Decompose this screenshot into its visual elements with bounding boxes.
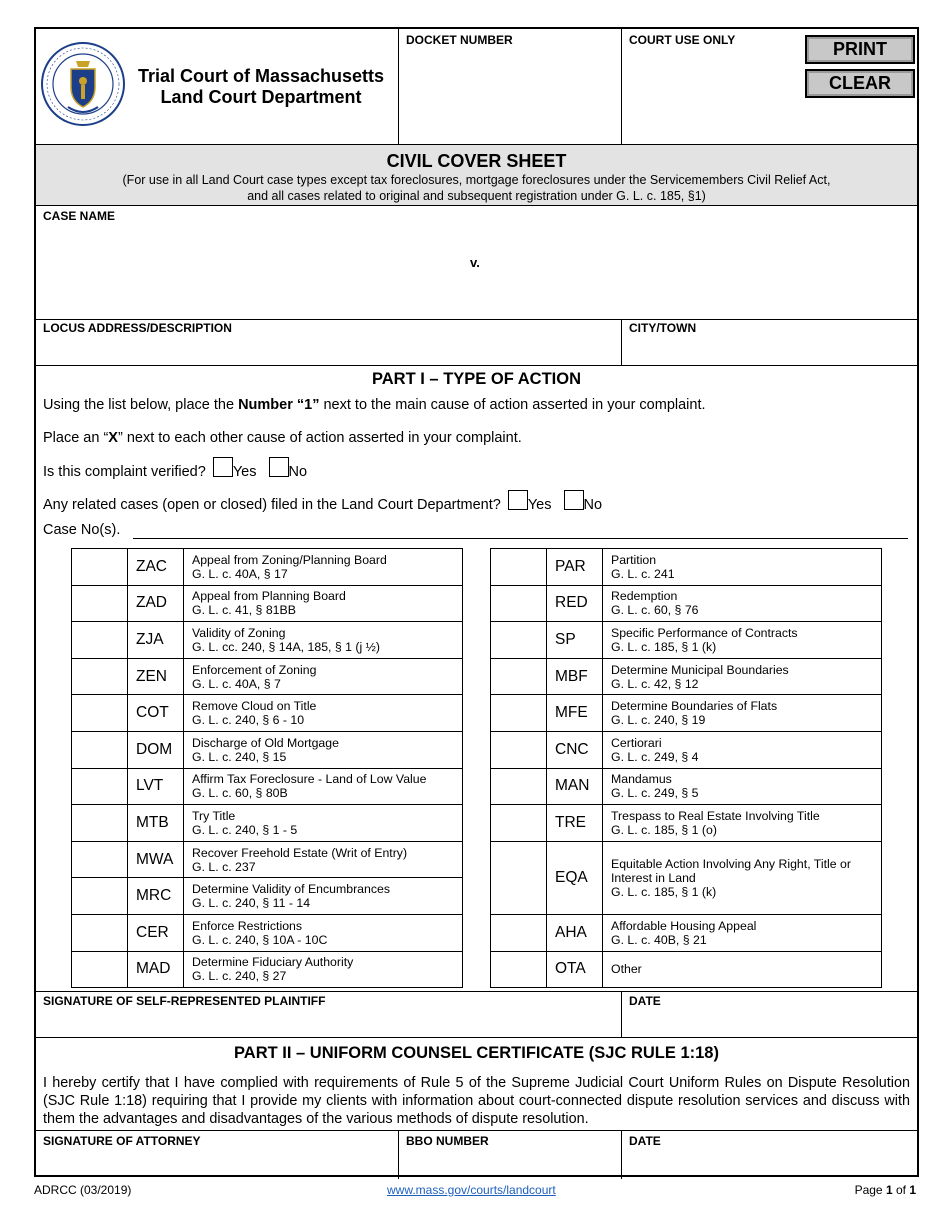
action-code: ZAC [128,549,184,586]
case-name-label: CASE NAME [43,209,116,223]
locus-address-label: LOCUS ADDRESS/DESCRIPTION [43,321,232,335]
action-description [603,549,882,586]
action-citation: G. L. c. 240, § 19 [611,713,706,728]
action-mark-cell[interactable] [72,768,128,805]
case-numbers-label: Case No(s). [43,522,121,538]
action-code: ZJA [128,622,184,659]
action-name: Try Title [192,808,236,823]
action-table-left [71,548,463,988]
land-court-link[interactable]: www.mass.gov/courts/landcourt [387,1183,556,1197]
action-description [184,585,463,622]
instruction-text: Place an “ [43,430,109,446]
print-button[interactable]: PRINT [805,35,915,64]
action-description [603,841,882,914]
action-mark-cell[interactable] [72,731,128,768]
action-mark-cell[interactable] [491,695,547,732]
action-row [72,914,463,951]
action-description [184,549,463,586]
action-code: MTB [128,805,184,842]
action-row [491,622,882,659]
action-row [491,658,882,695]
action-row [491,951,882,988]
plaintiff-name-input[interactable] [43,229,443,309]
part-1-title: PART I – TYPE OF ACTION [371,370,581,388]
action-name: Enforcement of Zoning [192,662,317,677]
action-citation: G. L. c. 41, § 81BB [192,603,296,618]
action-row [491,585,882,622]
action-row [491,768,882,805]
action-description [603,768,882,805]
action-description [603,622,882,659]
action-table-right [490,548,882,988]
action-name: Determine Boundaries of Flats [611,699,778,714]
action-mark-cell[interactable] [72,805,128,842]
action-row [72,805,463,842]
action-mark-cell[interactable] [72,585,128,622]
action-name: Other [611,962,642,977]
action-mark-input[interactable] [72,845,124,875]
action-name: Affordable Housing Appeal [611,918,757,933]
action-citation: G. L. c. 249, § 4 [611,749,699,764]
action-citation: G. L. c. 60, § 76 [611,603,699,618]
action-code: PAR [547,549,603,586]
action-mark-input[interactable] [72,954,124,984]
action-citation: G. L. c. 249, § 5 [611,786,699,801]
divider [398,29,399,144]
action-description [603,951,882,988]
action-mark-input[interactable] [491,735,543,765]
related-cases-question [43,490,602,513]
action-row [491,549,882,586]
action-citation: G. L. c. 185, § 1 (k) [611,884,717,899]
action-description [184,805,463,842]
action-code: MBF [547,658,603,695]
action-mark-cell[interactable] [491,549,547,586]
action-mark-input[interactable] [491,808,543,838]
action-row [72,731,463,768]
action-row [491,695,882,732]
verified-question-text: Is this complaint verified? [43,464,206,480]
action-mark-input[interactable] [72,552,124,582]
action-mark-cell[interactable] [72,695,128,732]
divider [36,1130,917,1131]
action-citation: G. L. c. 60, § 80B [192,786,288,801]
action-description [603,695,882,732]
action-description [184,951,463,988]
cover-sheet-subtitle-2: and all cases related to original and subsequent registration under G. L. c. 185, §1) [247,189,706,203]
action-citation: G. L. cc. 240, § 14A, 185, § 1 (j ½) [192,639,380,654]
action-description [184,768,463,805]
action-name: Recover Freehold Estate (Writ of Entry) [192,845,408,860]
action-citation: G. L. c. 185, § 1 (k) [611,639,717,654]
plaintiff-date-input[interactable] [629,1012,914,1034]
versus-label: v. [470,255,480,270]
divider [621,29,622,144]
action-description [184,731,463,768]
docket-number-label: DOCKET NUMBER [406,33,513,47]
action-row [72,658,463,695]
plaintiff-signature-input[interactable] [43,1012,613,1034]
action-citation: G. L. c. 240, § 11 - 14 [192,896,311,911]
verified-no-checkbox[interactable] [269,457,289,477]
action-description [603,914,882,951]
city-town-input[interactable] [629,339,914,363]
action-description [603,585,882,622]
action-mark-cell[interactable] [491,841,547,914]
divider [36,1037,917,1038]
cover-sheet-header [36,144,917,206]
divider [36,319,917,320]
action-mark-cell[interactable] [72,878,128,915]
action-mark-cell[interactable] [72,914,128,951]
action-mark-input[interactable] [491,552,543,582]
page-total: 1 [909,1183,916,1197]
action-citation: G. L. c. 241 [611,566,675,581]
action-mark-cell[interactable] [491,658,547,695]
case-numbers-line [133,538,908,539]
action-citation: G. L. c. 40B, § 21 [611,932,707,947]
action-mark-input[interactable] [72,771,124,801]
action-row [72,951,463,988]
action-code: MWA [128,841,184,878]
page-prefix: Page [854,1183,886,1197]
counsel-certificate-text: I hereby certify that I have complied with requirements of Rule 5 of the Supreme Judicial Court Uniform Rules on Dispute Resolution (SJC Rule 1:18) requiring that I provide my clients with information about court-connected dispute resolution services and discuss with them the advantages and disadvantages of the various methods of dispute resolution. [43,1075,910,1127]
related-yes-checkbox[interactable] [508,490,528,510]
page-separator: of [892,1183,910,1197]
action-mark-input[interactable] [72,662,124,692]
action-description [603,731,882,768]
action-row [72,878,463,915]
civil-cover-sheet-form [34,27,919,1177]
action-mark-cell[interactable] [491,731,547,768]
part-2-title: PART II – UNIFORM COUNSEL CERTIFICATE (SJC RULE 1:18) [234,1044,719,1062]
action-code: OTA [547,951,603,988]
action-name: Determine Fiduciary Authority [192,955,354,970]
yes-label: Yes [232,464,257,480]
action-citation: G. L. c. 240, § 1 - 5 [192,822,298,837]
action-mark-cell[interactable] [72,622,128,659]
attorney-signature-input[interactable] [43,1151,393,1173]
action-name: Appeal from Zoning/Planning Board [192,552,387,567]
action-mark-input[interactable] [72,588,124,618]
action-code: MAN [547,768,603,805]
yes-label: Yes [527,497,552,513]
action-mark-cell[interactable] [491,805,547,842]
action-name: Certiorari [611,735,662,750]
action-mark-input[interactable] [491,863,543,893]
action-row [72,768,463,805]
attorney-date-label: DATE [629,1134,661,1148]
action-code: MFE [547,695,603,732]
action-mark-cell[interactable] [72,951,128,988]
related-no-checkbox[interactable] [564,490,584,510]
action-mark-cell[interactable] [491,951,547,988]
action-code: ZAD [128,585,184,622]
action-code: TRE [547,805,603,842]
instruction-number-one [43,397,706,413]
bbo-number-input[interactable] [406,1151,616,1173]
action-row [72,695,463,732]
action-mark-cell[interactable] [491,585,547,622]
action-code: CNC [547,731,603,768]
instruction-x-mark [43,430,522,446]
action-name: Enforce Restrictions [192,918,303,933]
action-code: COT [128,695,184,732]
action-name: Partition [611,552,657,567]
action-name: Specific Performance of Contracts [611,625,798,640]
divider [36,365,917,366]
action-name: Discharge of Old Mortgage [192,735,339,750]
court-use-only-label: COURT USE ONLY [629,33,736,47]
action-code: LVT [128,768,184,805]
action-mark-input[interactable] [72,881,124,911]
action-citation: G. L. c. 40A, § 17 [192,566,288,581]
instruction-emphasis: X [108,430,118,446]
action-citation: G. L. c. 240, § 15 [192,749,287,764]
action-description [184,914,463,951]
action-citation: G. L. c. 40A, § 7 [192,676,281,691]
action-mark-input[interactable] [491,954,543,984]
action-citation: G. L. c. 240, § 6 - 10 [192,713,305,728]
action-code: MRC [128,878,184,915]
action-code: AHA [547,914,603,951]
attorney-date-input[interactable] [629,1151,914,1173]
action-row [72,549,463,586]
attorney-signature-label: SIGNATURE OF ATTORNEY [43,1134,201,1148]
action-description [184,695,463,732]
action-name: Affirm Tax Foreclosure - Land of Low Value [192,772,427,787]
action-row [491,841,882,914]
action-mark-cell[interactable] [72,841,128,878]
action-citation: G. L. c. 240, § 10A - 10C [192,932,328,947]
instruction-text: ” next to each other cause of action asserted in your complaint. [117,430,522,446]
action-code: MAD [128,951,184,988]
action-mark-input[interactable] [72,698,124,728]
action-mark-input[interactable] [491,662,543,692]
no-label: No [288,464,308,480]
action-row [72,841,463,878]
action-row [72,622,463,659]
plaintiff-date-label: DATE [629,994,661,1008]
instruction-text: next to the main cause of action asserted in your complaint. [319,397,706,413]
divider [621,1130,622,1179]
action-citation: G. L. c. 42, § 12 [611,676,699,691]
action-mark-cell[interactable] [72,658,128,695]
action-code: EQA [547,841,603,914]
verified-question [43,457,307,480]
form-id: ADRCC (03/2019) [34,1183,132,1197]
court-title [126,66,396,108]
action-row [491,731,882,768]
action-mark-input[interactable] [491,918,543,948]
divider [398,1130,399,1179]
action-mark-input[interactable] [72,735,124,765]
action-name: Validity of Zoning [192,625,286,640]
action-row [491,805,882,842]
locus-address-input[interactable] [43,339,613,363]
action-description [184,878,463,915]
department-name: Land Court Department [160,87,362,107]
action-name: Equitable Action Involving Any Right, Title or Interest in Land [611,856,851,885]
action-description [184,841,463,878]
action-mark-input[interactable] [72,918,124,948]
action-mark-cell[interactable] [491,768,547,805]
footer-link-wrap [387,1183,556,1197]
action-description [184,658,463,695]
action-code: RED [547,585,603,622]
action-name: Determine Validity of Encumbrances [192,882,390,897]
bbo-number-label: BBO NUMBER [406,1134,489,1148]
action-citation: G. L. c. 185, § 1 (o) [611,822,717,837]
action-code: SP [547,622,603,659]
action-code: ZEN [128,658,184,695]
instruction-text: Using the list below, place the [43,397,239,413]
instruction-emphasis: Number “1” [238,397,320,413]
no-label: No [583,497,603,513]
case-numbers-input[interactable] [136,520,906,538]
action-mark-cell[interactable] [491,622,547,659]
clear-button[interactable]: CLEAR [805,69,915,98]
action-mark-input[interactable] [72,625,124,655]
verified-yes-checkbox[interactable] [213,457,233,477]
action-mark-cell[interactable] [72,549,128,586]
action-citation: G. L. c. 237 [192,859,256,874]
action-description [603,658,882,695]
action-row [72,585,463,622]
action-name: Redemption [611,589,678,604]
related-cases-question-text: Any related cases (open or closed) filed in the Land Court Department? [43,497,501,513]
action-mark-input[interactable] [491,588,543,618]
defendant-name-input[interactable] [506,229,911,309]
action-mark-input[interactable] [72,808,124,838]
docket-number-input[interactable] [404,53,616,133]
action-citation: G. L. c. 240, § 27 [192,969,287,984]
court-name: Trial Court of Massachusetts [137,66,385,86]
divider [621,319,622,365]
massachusetts-seal-icon [40,41,126,127]
action-name: Mandamus [611,772,672,787]
page-number: 1 [885,1183,893,1197]
action-code: DOM [128,731,184,768]
cover-sheet-title: CIVIL COVER SHEET [386,151,567,171]
action-code: CER [128,914,184,951]
action-row [491,914,882,951]
divider [621,991,622,1037]
action-name: Remove Cloud on Title [192,699,317,714]
action-mark-input[interactable] [491,771,543,801]
action-name: Trespass to Real Estate Involving Title [611,808,820,823]
action-name: Determine Municipal Boundaries [611,662,789,677]
divider [36,991,917,992]
cover-sheet-subtitle-1: (For use in all Land Court case types except tax foreclosures, mortgage foreclosures under the Servicemembers Civil Relief Act, [122,173,831,187]
action-mark-cell[interactable] [491,914,547,951]
action-description [603,805,882,842]
action-description [184,622,463,659]
action-name: Appeal from Planning Board [192,589,346,604]
action-mark-input[interactable] [491,698,543,728]
city-town-label: CITY/TOWN [629,321,697,335]
action-mark-input[interactable] [491,625,543,655]
plaintiff-signature-label: SIGNATURE OF SELF-REPRESENTED PLAINTIFF [43,994,326,1008]
page-indicator [855,1183,916,1197]
